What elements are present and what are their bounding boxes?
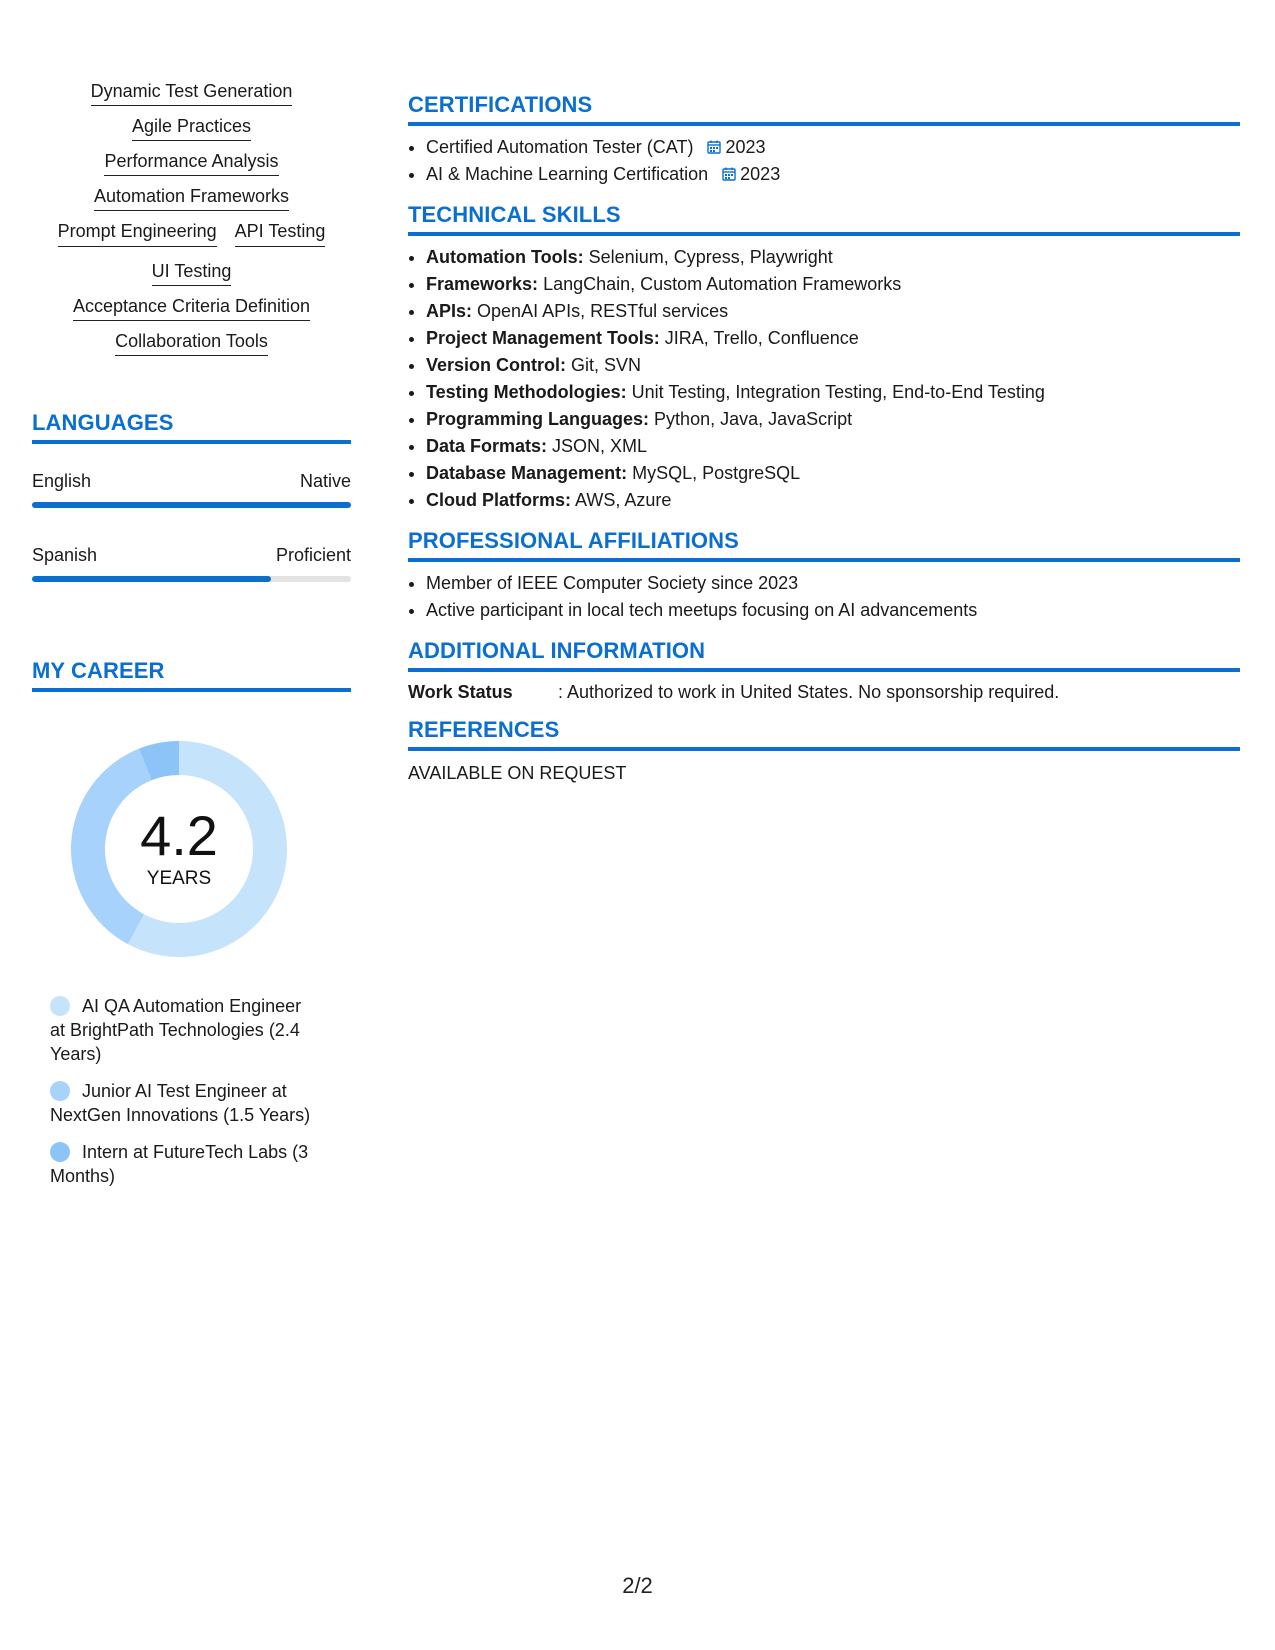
language-level: Native [299, 471, 351, 491]
right-column [408, 92, 1240, 798]
skill-category: Programming Languages: [426, 409, 650, 429]
skill-tag: Collaboration Tools [115, 331, 268, 356]
legend-dot [50, 996, 70, 1016]
skill-values: Python, Java, JavaScript [654, 409, 853, 429]
skill-category: Testing Methodologies: [426, 382, 627, 402]
technical-skills-list [408, 244, 1240, 514]
skill-category: APIs: [426, 301, 473, 321]
skill-tag: API Testing [235, 220, 326, 247]
career-total-years: 4.2 [140, 804, 218, 867]
references-section [408, 717, 1240, 784]
skill-category: Project Management Tools: [426, 328, 660, 348]
skill-category: Cloud Platforms: [426, 490, 572, 510]
certification-item [426, 134, 1240, 161]
certification-year: 2023 [740, 164, 781, 184]
skill-category: Automation Tools: [426, 247, 584, 267]
affiliations-list [408, 570, 1240, 624]
technical-skill-item [426, 433, 1240, 460]
certifications-heading: CERTIFICATIONS [408, 92, 1240, 126]
legend-label: Junior AI Test Engineer at NextGen Innovations (1.5 Years) [50, 1081, 311, 1125]
work-status-row [408, 682, 1240, 703]
technical-skill-item [426, 460, 1240, 487]
language-name: English [32, 471, 92, 491]
language-level: Proficient [275, 545, 351, 565]
left-column [32, 80, 351, 1201]
technical-skills-heading: TECHNICAL SKILLS [408, 202, 1240, 236]
skill-tag: Prompt Engineering [58, 220, 217, 247]
skill-values: LangChain, Custom Automation Frameworks [543, 274, 902, 294]
additional-info-heading: ADDITIONAL INFORMATION [408, 638, 1240, 672]
certifications-list [408, 134, 1240, 188]
skill-tag: Automation Frameworks [94, 186, 289, 211]
technical-skill-item [426, 487, 1240, 514]
affiliation-item: • Member of IEEE Computer Society since 2023 [426, 570, 1240, 597]
skill-values: Git, SVN [571, 355, 642, 375]
language-proficiency-fill [32, 576, 271, 582]
technical-skill-item [426, 352, 1240, 379]
languages-section [32, 410, 351, 582]
legend-label: Intern at FutureTech Labs (3 Months) [50, 1142, 309, 1186]
certification-year: 2023 [725, 137, 766, 157]
career-legend-item [50, 994, 320, 1066]
skill-values: JIRA, Trello, Confluence [664, 328, 859, 348]
language-proficiency-bar [32, 502, 351, 508]
language-row [32, 470, 351, 508]
technical-skill-item [426, 298, 1240, 325]
certifications-section [408, 92, 1240, 188]
career-donut-chart [64, 734, 294, 964]
skill-tag: Agile Practices [132, 116, 251, 141]
technical-skills-section [408, 202, 1240, 514]
certification-name: Certified Automation Tester (CAT) [426, 137, 694, 157]
skill-values: AWS, Azure [575, 490, 672, 510]
technical-skill-item [426, 271, 1240, 298]
skill-category: Data Formats: [426, 436, 548, 456]
career-legend-item [50, 1140, 320, 1188]
skill-tag: Performance Analysis [104, 151, 278, 176]
skill-values: MySQL, PostgreSQL [632, 463, 801, 483]
legend-dot [50, 1142, 70, 1162]
skill-tag: Dynamic Test Generation [91, 81, 293, 106]
language-proficiency-fill [32, 502, 351, 508]
work-status-label: Work Status [408, 682, 513, 702]
calendar-icon [722, 167, 736, 181]
career-section [32, 658, 351, 1188]
skill-values: Unit Testing, Integration Testing, End-to-End Testing [631, 382, 1045, 402]
affiliations-heading: PROFESSIONAL AFFILIATIONS [408, 528, 1240, 562]
skill-values: Selenium, Cypress, Playwright [588, 247, 833, 267]
language-proficiency-bar [32, 576, 351, 582]
career-heading: MY CAREER [32, 658, 351, 692]
work-status-value: : Authorized to work in United States. No sponsorship required. [558, 682, 1060, 702]
skill-category: Frameworks: [426, 274, 539, 294]
technical-skill-item [426, 325, 1240, 352]
references-heading: REFERENCES [408, 717, 1240, 751]
technical-skill-item [426, 406, 1240, 433]
skill-tag: Acceptance Criteria Definition [73, 296, 310, 321]
language-name: Spanish [32, 545, 98, 565]
references-text: AVAILABLE ON REQUEST [408, 763, 627, 783]
language-row [32, 544, 351, 582]
certification-name: AI & Machine Learning Certification [426, 164, 709, 184]
skill-tag: UI Testing [152, 261, 232, 286]
page-number: 2/2 [622, 1573, 653, 1598]
career-total-unit: YEARS [146, 868, 212, 889]
skill-category: Database Management: [426, 463, 628, 483]
languages-heading: LANGUAGES [32, 410, 351, 444]
legend-dot [50, 1081, 70, 1101]
career-legend-item [50, 1079, 320, 1127]
technical-skill-item [426, 244, 1240, 271]
legend-label: AI QA Automation Engineer at BrightPath Technologies (2.4 Years) [50, 996, 302, 1064]
skill-values: JSON, XML [552, 436, 648, 456]
skill-values: OpenAI APIs, RESTful services [477, 301, 729, 321]
career-legend [50, 994, 320, 1188]
skills-tag-cloud [32, 80, 351, 352]
certification-item [426, 161, 1240, 188]
technical-skill-item [426, 379, 1240, 406]
additional-info-section [408, 638, 1240, 703]
calendar-icon [707, 140, 721, 154]
affiliations-section [408, 528, 1240, 624]
affiliation-item: • Active participant in local tech meetups focusing on AI advancements [426, 597, 1240, 624]
skill-category: Version Control: [426, 355, 567, 375]
